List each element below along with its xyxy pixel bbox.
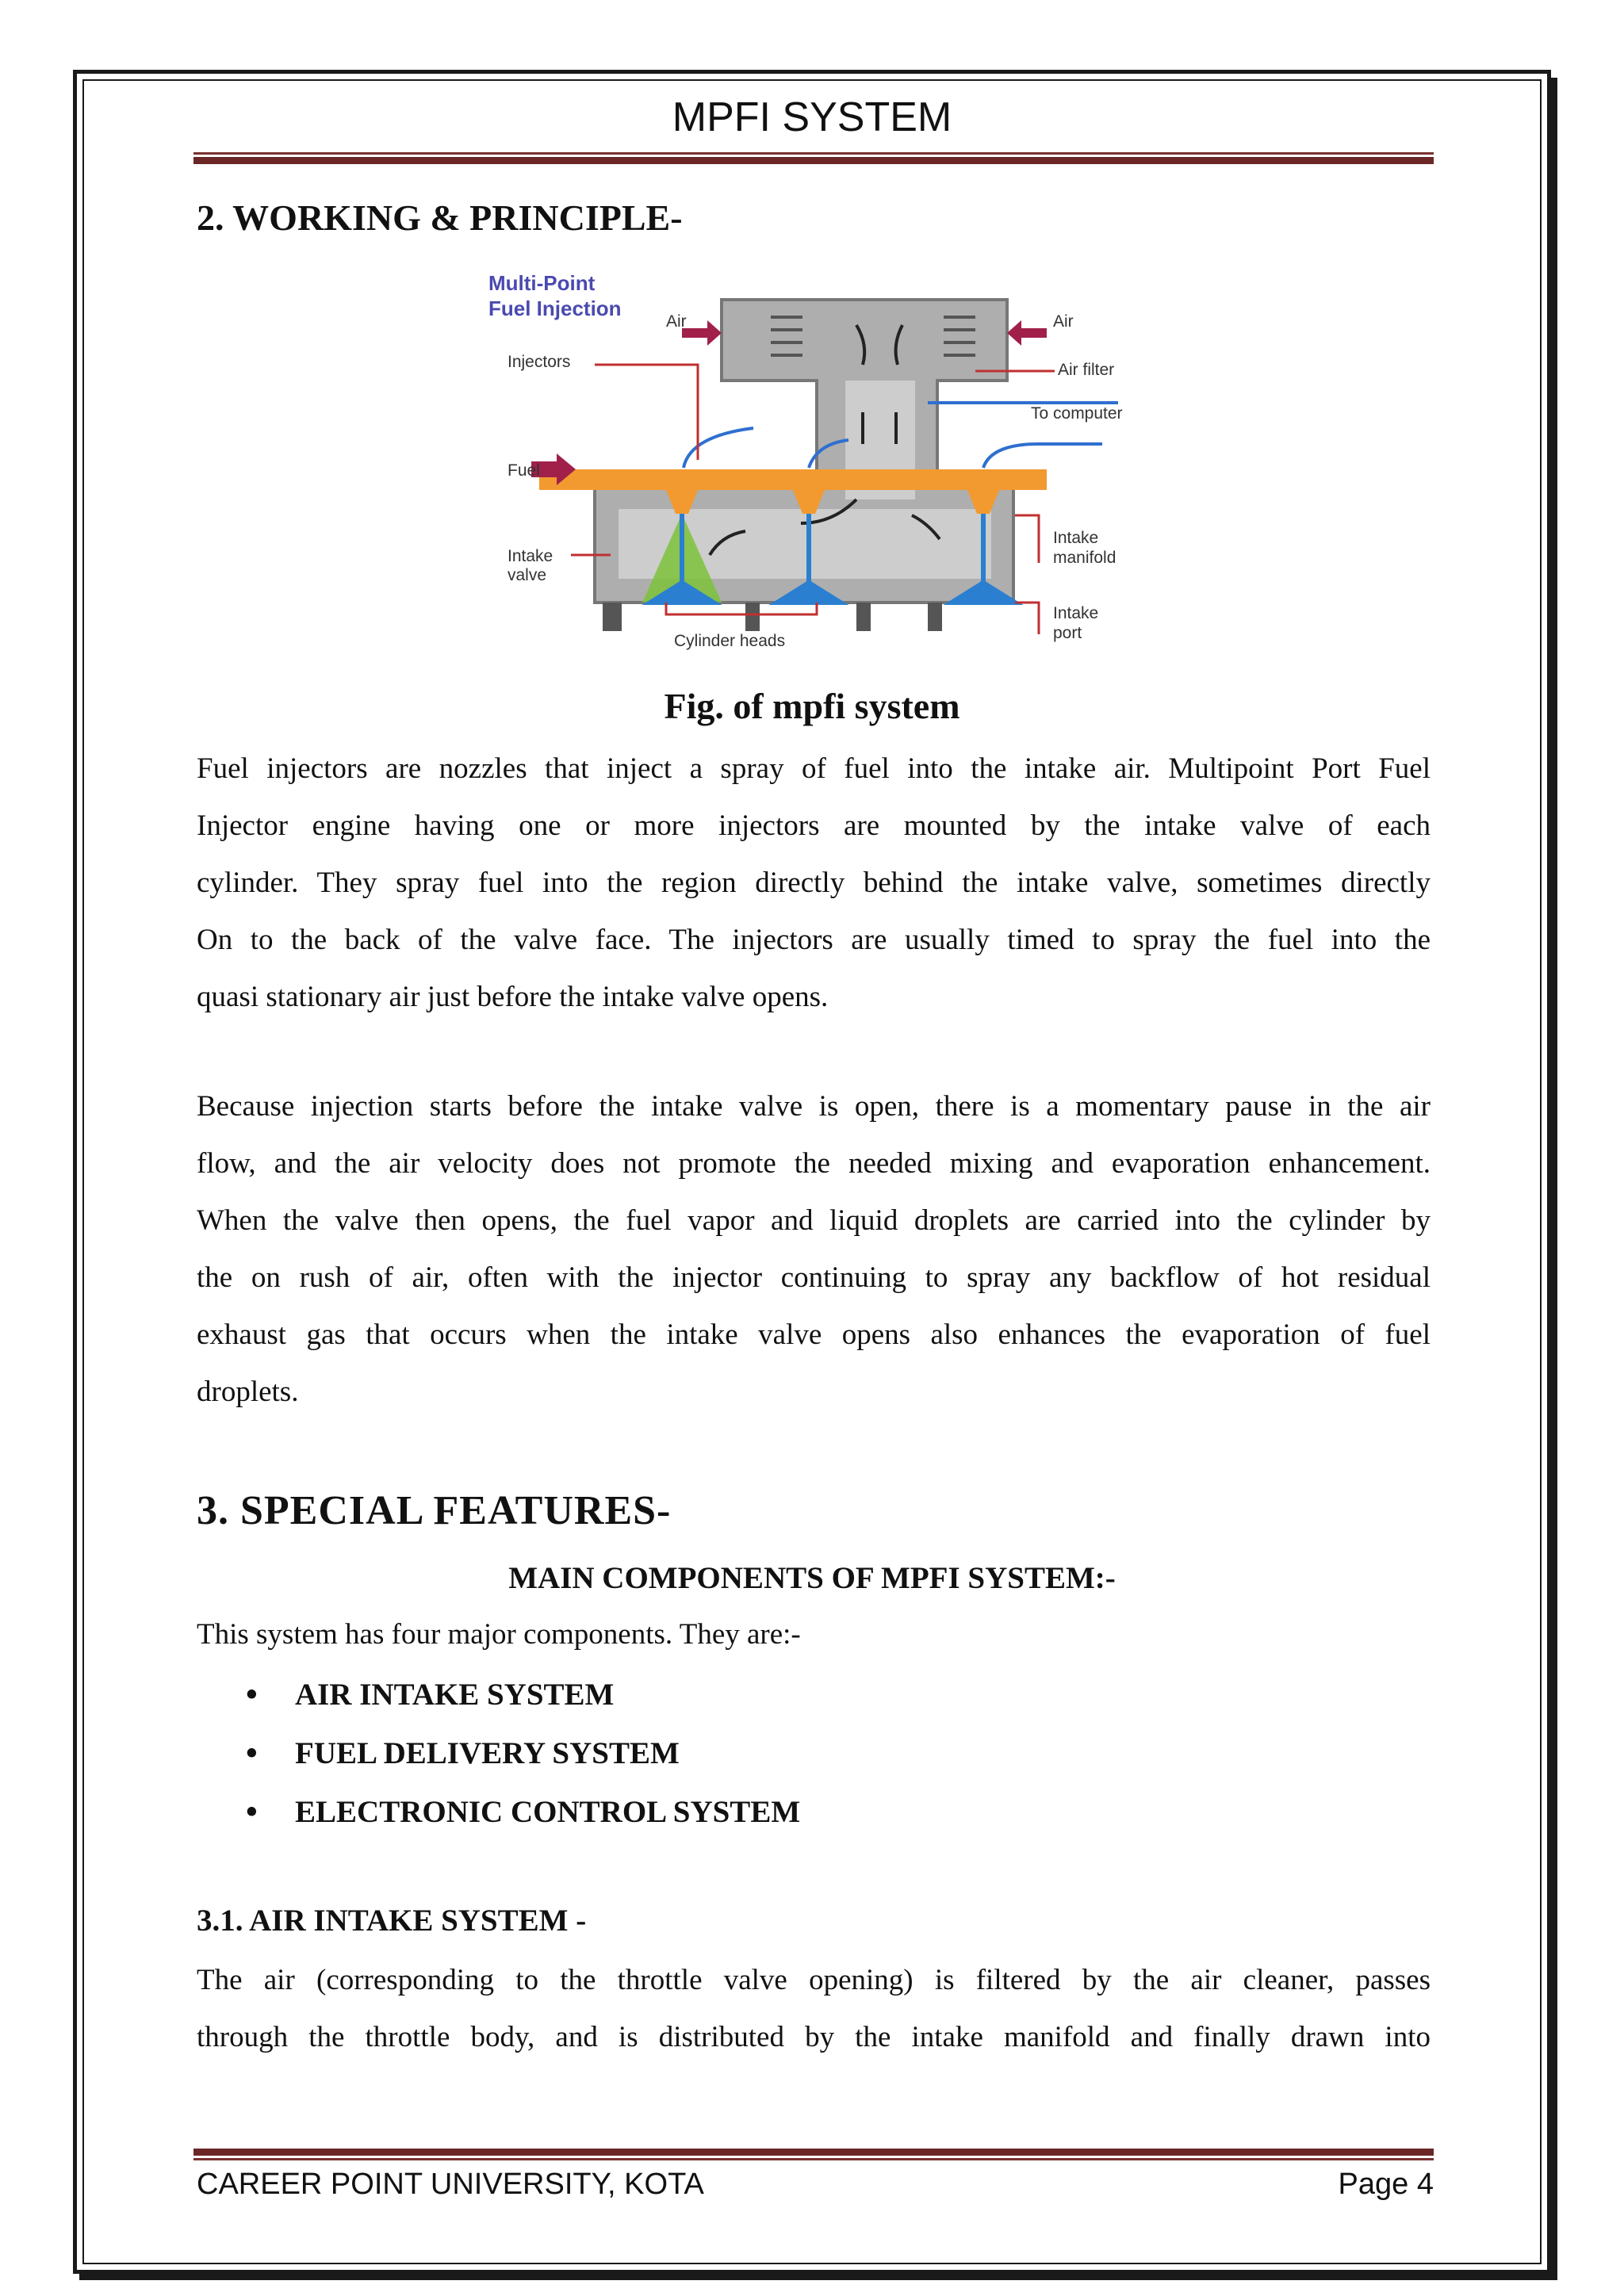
- figure-title-1: Multi-Point: [488, 271, 596, 295]
- figure-title-2: Fuel Injection: [488, 297, 622, 320]
- label-intake-valve-2: valve: [508, 566, 547, 584]
- paragraph-2-line: Because injection starts before the intake valve is open, there is a momentary pause in the air: [197, 1090, 1431, 1123]
- label-air-right: Air: [1053, 312, 1074, 331]
- label-fuel: Fuel: [508, 461, 540, 480]
- component-item: • FUEL DELIVERY SYSTEM: [246, 1732, 800, 1790]
- paragraph-2-line: the on rush of air, often with the injector continuing to spray any backflow of hot residual: [197, 1261, 1431, 1294]
- paragraph-1: [197, 740, 1431, 1026]
- components-intro: This system has four major components. They are:-: [197, 1618, 801, 1651]
- footer-rule: [193, 2149, 1434, 2160]
- paragraph-2-line: flow, and the air velocity does not promote the needed mixing and evaporation enhancement.: [197, 1147, 1431, 1180]
- page-shadow-bottom: [79, 2274, 1557, 2280]
- components-subheading: MAIN COMPONENTS OF MPFI SYSTEM:-: [508, 1561, 1116, 1595]
- label-injectors: Injectors: [508, 353, 571, 371]
- paragraph-1-line: cylinder. They spray fuel into the region directly behind the intake valve, sometimes directly: [197, 867, 1431, 899]
- label-intake-manifold-2: manifold: [1053, 549, 1116, 567]
- paragraph-1-line: Fuel injectors are nozzles that inject a spray of fuel into the intake air. Multipoint Port Fuel: [197, 752, 1431, 785]
- figure-caption: Fig. of mpfi system: [664, 686, 960, 726]
- components-list: [246, 1673, 800, 1849]
- section-3-1-heading: 3.1. AIR INTAKE SYSTEM -: [197, 1904, 587, 1938]
- paragraph-1-line: Injector engine having one or more injectors are mounted by the intake valve of each: [197, 809, 1431, 842]
- page-header-title: MPFI SYSTEM: [672, 94, 952, 140]
- paragraph-3-1-line: The air (corresponding to the throttle valve opening) is filtered by the air cleaner, passes: [197, 1964, 1431, 1996]
- label-intake-manifold-1: Intake: [1053, 529, 1099, 547]
- label-air-left: Air: [666, 312, 687, 331]
- paragraph-1-line: quasi stationary air just before the intake valve opens.: [197, 981, 829, 1013]
- header-rule: [193, 152, 1434, 164]
- paragraph-2: [197, 1078, 1431, 1421]
- section-3-heading: 3. SPECIAL FEATURES-: [197, 1488, 672, 1533]
- section-2-heading: 2. WORKING & PRINCIPLE-: [197, 197, 683, 238]
- label-intake-port-2: port: [1053, 624, 1082, 642]
- label-to-computer: To computer: [1031, 404, 1123, 423]
- mpfi-diagram: [484, 262, 1182, 674]
- paragraph-2-line: exhaust gas that occurs when the intake valve opens also enhances the evaporation of fuel: [197, 1318, 1431, 1351]
- label-intake-port-1: Intake: [1053, 604, 1099, 622]
- paragraph-2-line: droplets.: [197, 1376, 299, 1408]
- label-air-filter: Air filter: [1058, 361, 1115, 379]
- footer-institution: CAREER POINT UNIVERSITY, KOTA: [197, 2168, 704, 2201]
- paragraph-3-1-line: through the throttle body, and is distributed by the intake manifold and finally drawn into: [197, 2021, 1431, 2053]
- mpfi-figure: [484, 262, 1182, 674]
- cylinder-head-blocks: [603, 603, 942, 631]
- paragraph-1-line: On to the back of the valve face. The injectors are usually timed to spray the fuel into the: [197, 924, 1431, 956]
- page-shadow-right: [1551, 78, 1557, 2280]
- label-cylinder-heads: Cylinder heads: [674, 632, 786, 650]
- label-intake-valve-1: Intake: [508, 547, 553, 565]
- component-item: • ELECTRONIC CONTROL SYSTEM: [246, 1790, 800, 1849]
- paragraph-3-1: [197, 1952, 1431, 2066]
- paragraph-2-line: When the valve then opens, the fuel vapor and liquid droplets are carried into the cylinder by: [197, 1204, 1431, 1237]
- footer-page-number: Page 4: [1338, 2168, 1434, 2201]
- fuel-rail: [539, 469, 1047, 490]
- component-item: • AIR INTAKE SYSTEM: [246, 1673, 800, 1732]
